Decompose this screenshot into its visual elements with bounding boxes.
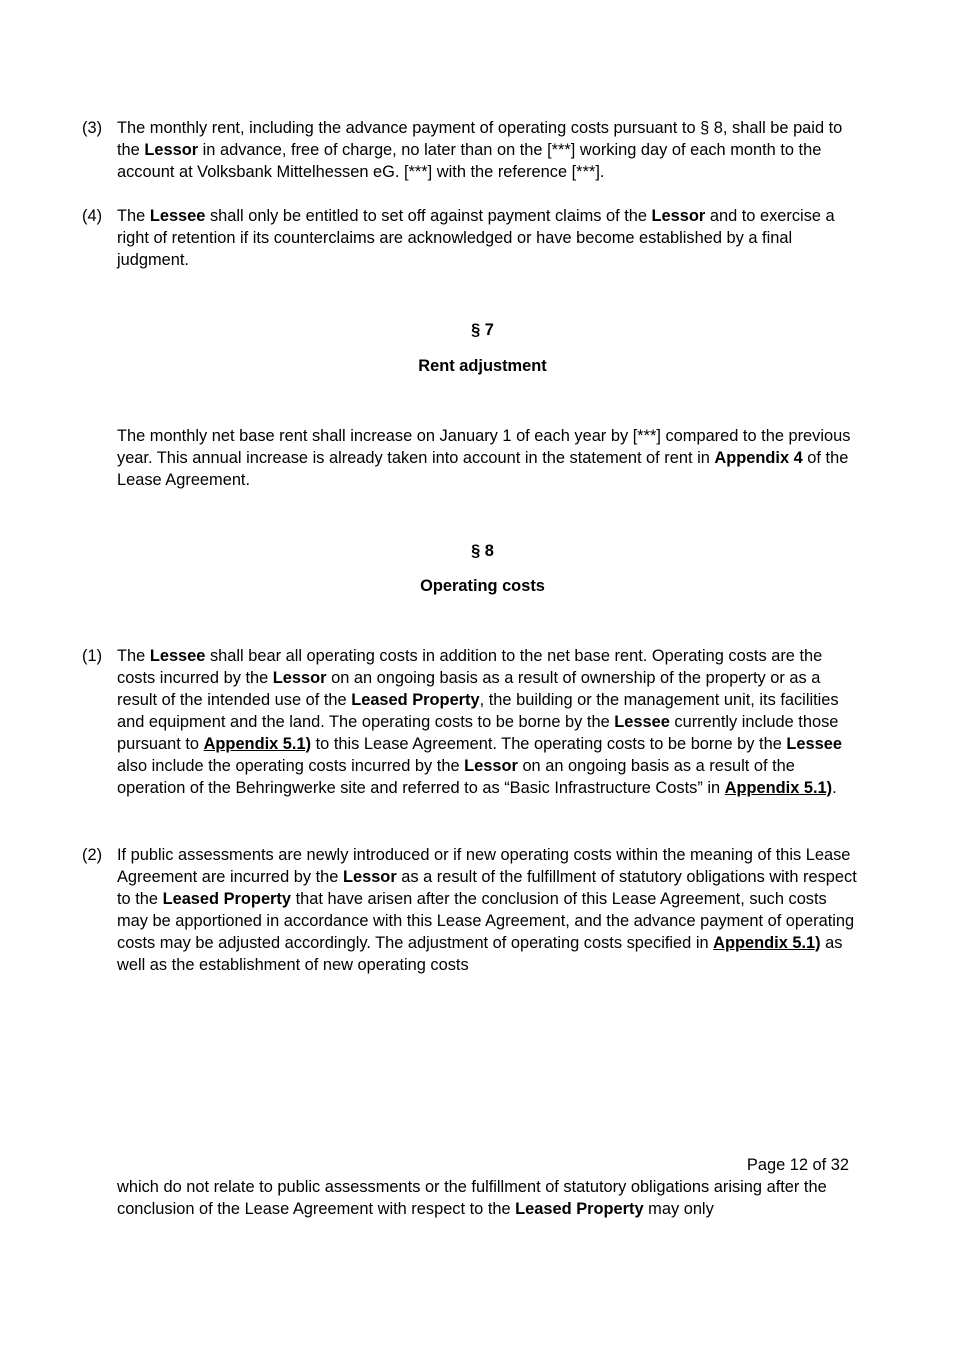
- defined-term: Lessor: [272, 669, 327, 687]
- defined-term: Lessee: [149, 207, 206, 225]
- paragraph-8-1: [117, 645, 857, 799]
- text: The monthly rent, including the advance payment of operating costs pursuant to § 8, shall be paid to the: [117, 119, 843, 159]
- defined-term: Lessee: [614, 713, 670, 731]
- text: , the building or the management unit, its facilities and equipment and the land. The operating costs to be borne by the: [117, 691, 839, 731]
- text: currently include those pursuant to: [117, 713, 839, 753]
- text: as well as the establishment of new operating costs: [117, 934, 843, 974]
- continuation-text: [117, 1176, 857, 1220]
- defined-term: Lessor: [651, 207, 706, 225]
- text: to this Lease Agreement. The operating costs to be borne by the: [311, 735, 787, 753]
- defined-term: Lessee: [786, 735, 842, 753]
- text: If public assessments are newly introduced or if new operating costs within the meaning of this Lease Agreement are incurred by the: [117, 846, 851, 886]
- appendix-link[interactable]: Appendix 5.1): [713, 934, 821, 952]
- appendix-reference: Appendix 4: [714, 449, 803, 467]
- defined-term: Leased Property: [162, 890, 292, 908]
- text: that have arisen after the conclusion of this Lease Agreement, such costs may be apportioned in accordance with this Lease Agreement, and the advance payment of operating costs may be adjusted accordingly. The adjustment of operating costs specified in: [117, 890, 855, 952]
- paragraph-number-2: (2): [82, 846, 103, 864]
- paragraph-6-4: [117, 205, 857, 271]
- appendix-link[interactable]: Appendix 5.1): [203, 735, 312, 753]
- text: also include the operating costs incurred by the: [117, 757, 465, 775]
- paragraph-6-3: [117, 117, 857, 183]
- text: on an ongoing basis as a result of ownership of the property or as a result of the intended use of the: [117, 669, 821, 709]
- text: of the Lease Agreement.: [117, 449, 849, 489]
- paragraph-8-2: [117, 844, 857, 976]
- text: The monthly net base rent shall increase on January 1 of each year by [***] compared to the previous year. This annual increase is already taken into account in the statement of rent in: [117, 427, 851, 467]
- text: The: [117, 207, 150, 225]
- text: as a result of the fulfillment of statutory obligations with respect to the: [117, 868, 857, 908]
- paragraph-number-4: (4): [82, 207, 103, 225]
- text: on an ongoing basis as a result of the operation of the Behringwerke site and referred to as “Basic Infrastructure Costs” in: [117, 757, 795, 797]
- section-7-title: Rent adjustment: [418, 357, 547, 375]
- text: shall only be entitled to set off against payment claims of the: [205, 207, 652, 225]
- section-7-number: § 7: [471, 321, 494, 339]
- defined-term: Lessor: [342, 868, 397, 886]
- text: shall bear all operating costs in addition to the net base rent. Operating costs are the costs incurred by the: [117, 647, 823, 687]
- defined-term: Lessor: [464, 757, 518, 775]
- section-7-body: [117, 425, 857, 491]
- page-number: Page 12 of 32: [746, 1156, 849, 1174]
- paragraph-number-3: (3): [82, 119, 103, 137]
- text: which do not relate to public assessments or the fulfillment of statutory obligations arising after the conclusion of the Lease Agreement with respect to the: [117, 1178, 827, 1218]
- section-8-title: Operating costs: [420, 577, 545, 595]
- defined-term: Leased Property: [351, 691, 480, 709]
- text: The: [117, 647, 150, 665]
- text: may only: [643, 1200, 714, 1218]
- appendix-link[interactable]: Appendix 5.1): [724, 779, 833, 797]
- section-8-number: § 8: [471, 542, 494, 560]
- paragraph-number-1: (1): [82, 647, 103, 665]
- text: in advance, free of charge, no later than on the [***] working day of each month to the account at Volksbank Mittelhessen eG. [***] with the reference [***].: [117, 141, 822, 181]
- defined-term: Lessee: [149, 647, 206, 665]
- text: .: [832, 779, 837, 797]
- defined-term: Leased Property: [515, 1200, 644, 1218]
- text: and to exercise a right of retention if its counterclaims are acknowledged or have become established by a final judgment.: [117, 207, 835, 269]
- defined-term: Lessor: [144, 141, 199, 159]
